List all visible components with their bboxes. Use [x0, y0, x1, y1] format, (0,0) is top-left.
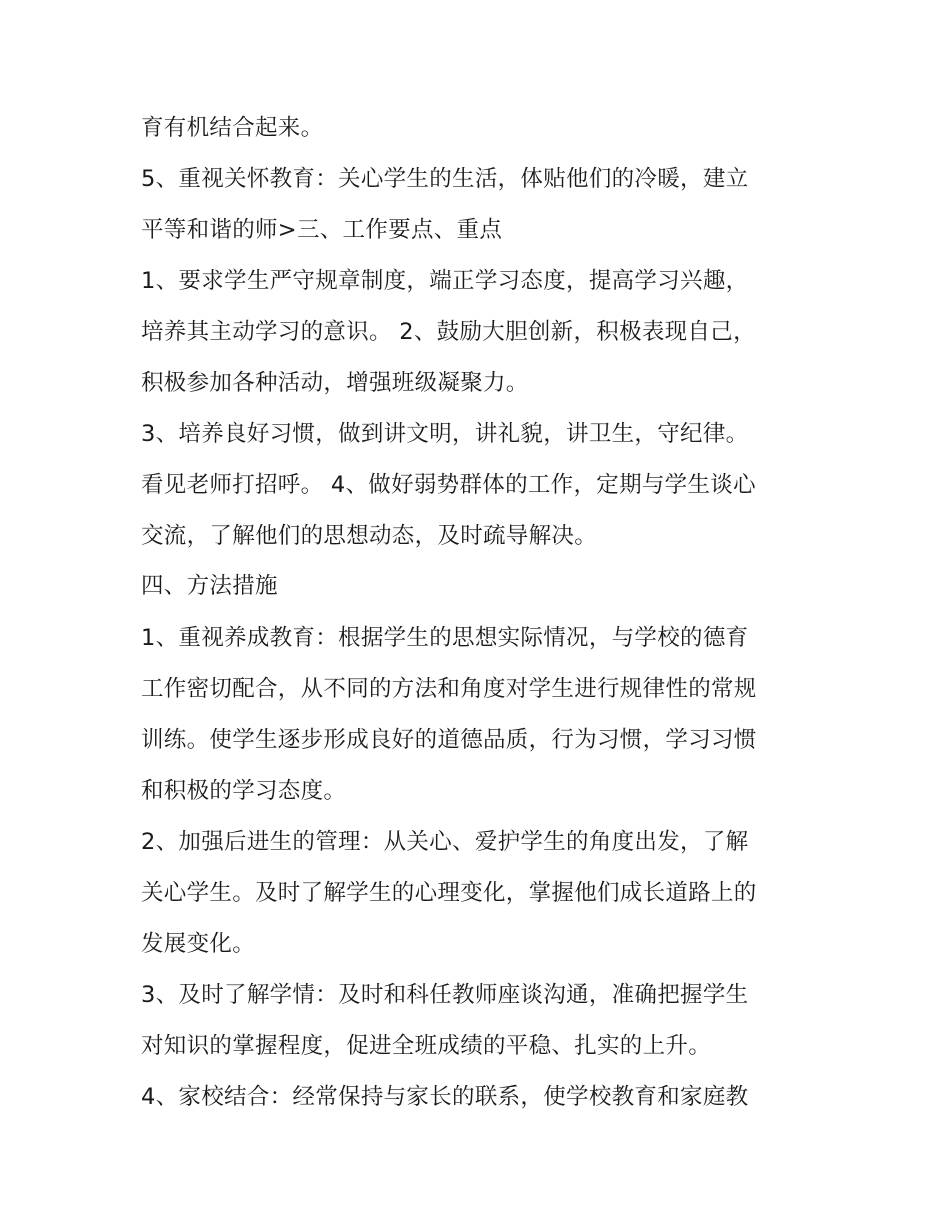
text-line: 发展变化。	[141, 931, 256, 957]
text-line: 训练。使学生逐步形成良好的道德品质，行为习惯，学习习惯	[141, 727, 757, 753]
text-line: 对知识的掌握程度，促进全班成绩的平稳、扎实的上升。	[141, 1033, 712, 1059]
text-line: 平等和谐的师>三、工作要点、重点	[141, 217, 503, 243]
text-line: 3、及时了解学情：及时和科任教师座谈沟通，准确把握学生	[141, 982, 749, 1008]
text-line: 看见老师打招呼。 4、做好弱势群体的工作，定期与学生谈心	[141, 472, 756, 498]
text-line: 育有机结合起来。	[141, 115, 324, 141]
text-line: 3、培养良好习惯，做到讲文明，讲礼貌，讲卫生，守纪律。	[141, 421, 749, 447]
text-line: 4、家校结合：经常保持与家长的联系，使学校教育和家庭教	[141, 1084, 749, 1110]
text-line: 交流，了解他们的思想动态，及时疏导解决。	[141, 523, 598, 549]
text-line: 2、加强后进生的管理：从关心、爱护学生的角度出发，了解	[141, 829, 749, 855]
text-line: 积极参加各种活动，增强班级凝聚力。	[141, 370, 529, 396]
text-line: 培养其主动学习的意识。 2、鼓励大胆创新，积极表现自己，	[141, 319, 756, 345]
section-heading: 四、方法措施	[141, 573, 278, 599]
text-line: 1、重视养成教育：根据学生的思想实际情况，与学校的德育	[141, 625, 749, 651]
text-line: 工作密切配合，从不同的方法和角度对学生进行规律性的常规	[141, 676, 757, 702]
text-line: 5、重视关怀教育：关心学生的生活，体贴他们的冷暖，建立	[141, 166, 749, 192]
text-line: 关心学生。及时了解学生的心理变化，掌握他们成长道路上的	[141, 880, 757, 906]
text-line: 和积极的学习态度。	[141, 778, 347, 804]
text-line: 1、要求学生严守规章制度，端正学习态度，提高学习兴趣，	[141, 268, 749, 294]
